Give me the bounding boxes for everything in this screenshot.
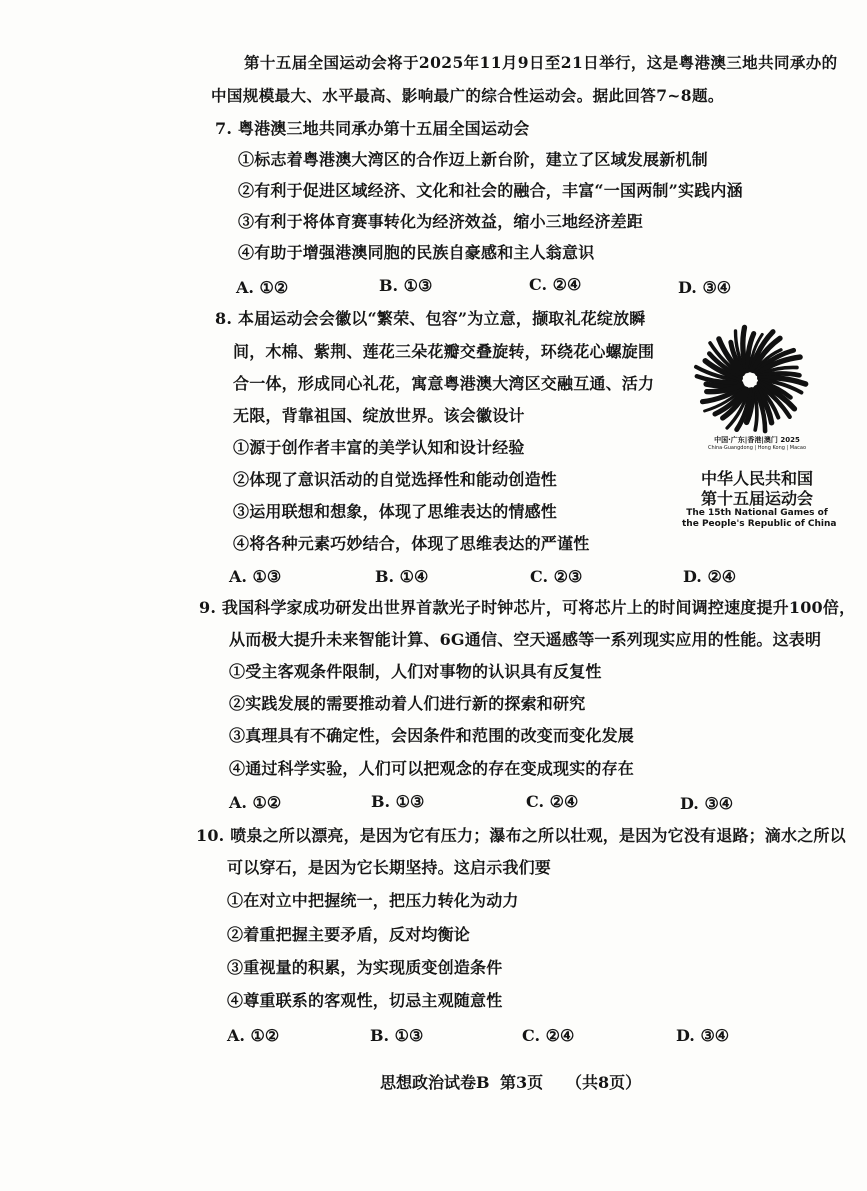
footer-page: 第3页 [500,1073,544,1092]
q7-item-2: ②有利于促进区域经济、文化和社会的融合，丰富“一国两制”实践内涵 [238,181,743,200]
games-emblem [682,304,837,534]
emblem-en-line-2: the People's Republic of China [682,519,837,529]
q8-stem-line-3: 合一体，形成同心礼花，寓意粤港澳大湾区交融互通、活力 [233,374,655,393]
q10-item-4: ④尊重联系的客观性，切忌主观随意性 [227,991,503,1010]
q7-option-b[interactable]: B. ①③ [379,276,433,295]
firework-emblem-icon [682,304,832,434]
q8-option-d[interactable]: D. ②④ [683,567,737,586]
q8-stem-line-2: 间，木棉、紫荆、莲花三朵花瓣交叠旋转，环绕花心螺旋围 [233,342,655,361]
q8-option-a[interactable]: A. ①③ [229,567,282,586]
q10-option-a[interactable]: A. ①② [227,1026,280,1045]
q9-option-a[interactable]: A. ①② [229,793,282,812]
q7-stem: 7. 粤港澳三地共同承办第十五届全国运动会 [215,119,530,138]
q8-stem-line-4: 无限，背靠祖国、绽放世界。该会徽设计 [233,406,525,425]
q9-option-d[interactable]: D. ③④ [680,794,734,813]
q7-item-3: ③有利于将体育赛事转化为经济效益，缩小三地经济差距 [238,212,644,231]
emblem-cn-line-1: 中华人民共和国 [700,469,813,488]
footer-subject: 思想政治试卷B [380,1073,490,1092]
q8-item-3: ③运用联想和想象，体现了思维表达的情感性 [233,502,558,521]
q10-item-2: ②着重把握主要矛盾，反对均衡论 [227,925,471,944]
q8-option-b[interactable]: B. ①④ [375,567,429,586]
q8-item-2: ②体现了意识活动的自觉选择性和能动创造性 [233,470,558,489]
q7-option-d[interactable]: D. ③④ [678,278,732,297]
q10-option-b[interactable]: B. ①③ [370,1026,424,1045]
q10-item-1: ①在对立中把握统一，把压力转化为动力 [227,891,519,910]
q8-option-c[interactable]: C. ②③ [530,567,583,586]
q7-option-a[interactable]: A. ①② [236,278,289,297]
footer-total: （共8页） [566,1073,642,1092]
emblem-en-line-1: The 15th National Games of [686,508,828,518]
q9-stem-line-2: 从而极大提升未来智能计算、6G通信、空天遥感等一系列现实应用的性能。这表明 [229,630,822,649]
q9-item-3: ③真理具有不确定性，会因条件和范围的改变而变化发展 [229,726,635,745]
q7-option-c[interactable]: C. ②④ [529,275,582,294]
q10-item-3: ③重视量的积累，为实现质变创造条件 [227,958,503,977]
q8-item-4: ④将各种元素巧妙结合，体现了思维表达的严谨性 [233,534,590,553]
q10-stem-line-2: 可以穿石，是因为它长期坚持。这启示我们要 [227,858,552,877]
q9-stem-line-1: 9. 我国科学家成功研发出世界首款光子时钟芯片，可将芯片上的时间调控速度提升100倍， [199,598,856,617]
q9-item-2: ②实践发展的需要推动着人们进行新的探索和研究 [229,694,586,713]
emblem-location-en: China·Guangdong | Hong Kong | Macao [707,445,807,451]
q9-option-c[interactable]: C. ②④ [526,792,579,811]
q9-item-1: ①受主客观条件限制，人们对事物的认识具有反复性 [229,662,602,681]
emblem-cn-line-2: 第十五届运动会 [700,489,813,508]
intro-line-1: 第十五届全国运动会将于2025年11月9日至21日举行，这是粤港澳三地共同承办的 [244,53,838,72]
q10-option-c[interactable]: C. ②④ [522,1026,575,1045]
q10-option-d[interactable]: D. ③④ [676,1026,730,1045]
q9-item-4: ④通过科学实验，人们可以把观念的存在变成现实的存在 [229,759,635,778]
emblem-location-line: 中国·广东|香港|澳门 2025 [714,436,800,444]
q7-item-4: ④有助于增强港澳同胞的民族自豪感和主人翁意识 [238,243,595,262]
q8-stem-line-1: 8. 本届运动会会徽以“繁荣、包容”为立意，撷取礼花绽放瞬 [215,309,646,328]
q8-item-1: ①源于创作者丰富的美学认知和设计经验 [233,438,525,457]
q7-item-1: ①标志着粤港澳大湾区的合作迈上新台阶，建立了区域发展新机制 [238,150,708,169]
q10-stem-line-1: 10. 喷泉之所以漂亮，是因为它有压力；瀑布之所以壮观，是因为它没有退路；滴水之所以 [196,826,846,845]
q9-option-b[interactable]: B. ①③ [371,792,425,811]
intro-line-2: 中国规模最大、水平最高、影响最广的综合性运动会。据此回答7~8题。 [211,86,724,105]
